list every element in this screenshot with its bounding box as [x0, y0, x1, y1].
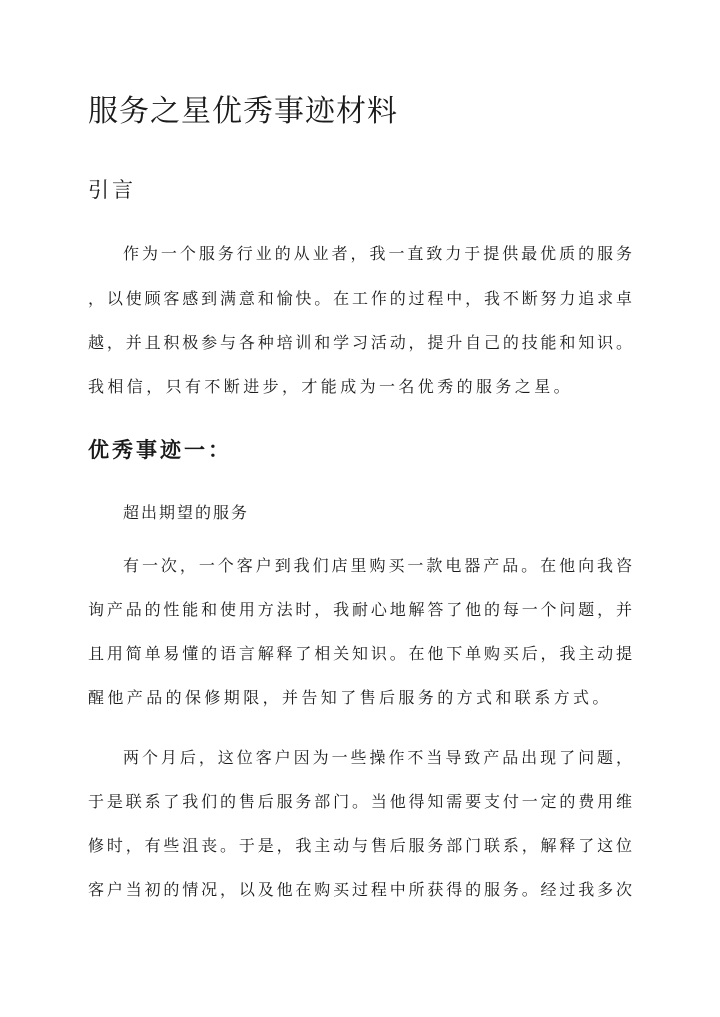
- paragraph-line: 且用简单易懂的语言解释了相关知识。在他下单购买后，我主动提: [88, 644, 632, 663]
- paragraph-line: 越，并且积极参与各种培训和学习活动，提升自己的技能和知识。: [88, 333, 632, 352]
- paragraph-line: 于是联系了我们的售后服务部门。当他得知需要支付一定的费用维: [88, 792, 632, 811]
- section-heading-intro: 引言: [88, 178, 136, 202]
- paragraph-line: 询产品的性能和使用方法时，我耐心地解答了他的每一个问题，并: [88, 600, 632, 619]
- paragraph-line: 醒他产品的保修期限，并告知了售后服务的方式和联系方式。: [88, 688, 612, 707]
- paragraph-line: ，以使顾客感到满意和愉快。在工作的过程中，我不断努力追求卓: [88, 289, 632, 308]
- paragraph-line: 有一次，一个客户到我们店里购买一款电器产品。在他向我咨: [123, 556, 632, 575]
- paragraph-line: 作为一个服务行业的从业者，我一直致力于提供最优质的服务: [123, 244, 632, 263]
- paragraph-line: 客户当初的情况，以及他在购买过程中所获得的服务。经过我多次: [88, 880, 632, 899]
- paragraph-line: 两个月后，这位客户因为一些操作不当导致产品出现了问题，: [123, 748, 632, 767]
- document-title: 服务之星优秀事迹材料: [88, 94, 398, 129]
- paragraph-line: 修时，有些沮丧。于是，我主动与售后服务部门联系，解释了这位: [88, 836, 632, 855]
- section-heading-deed-one: 优秀事迹一：: [88, 437, 232, 462]
- paragraph-line: 我相信，只有不断进步，才能成为一名优秀的服务之星。: [88, 377, 574, 396]
- subheading: 超出期望的服务: [123, 503, 250, 522]
